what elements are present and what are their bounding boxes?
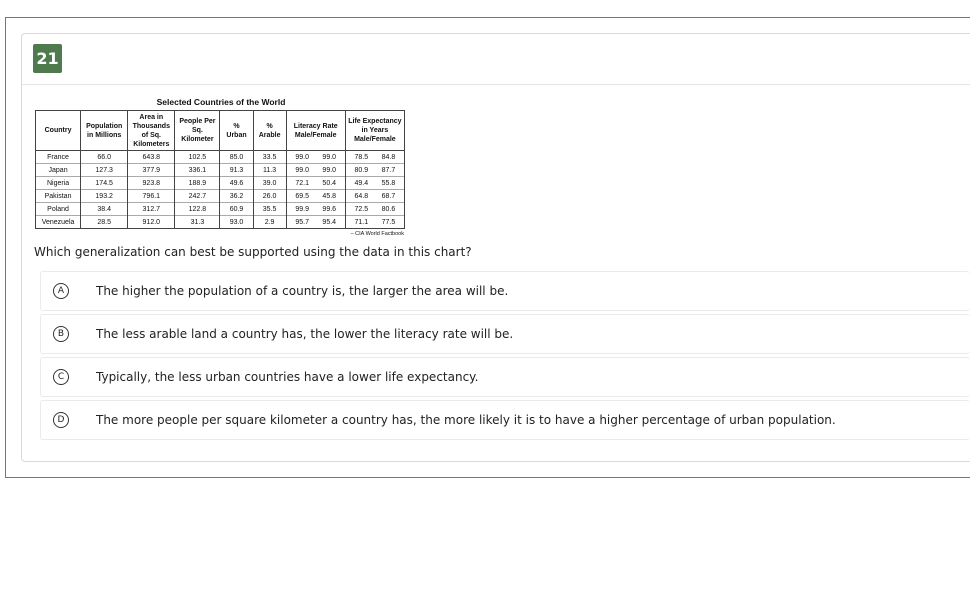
table-cell-country: Poland <box>36 203 81 216</box>
table-cell-density: 242.7 <box>175 190 220 203</box>
column-header: Life Expectancy in Years Male/Female <box>345 111 404 151</box>
table-cell-pair <box>345 216 404 229</box>
table-cell-area: 796.1 <box>128 190 175 203</box>
column-header: % Arable <box>253 111 286 151</box>
column-header: People Per Sq. Kilometer <box>175 111 220 151</box>
column-header: Population in Millions <box>81 111 128 151</box>
answer-choice-d[interactable] <box>40 400 970 440</box>
table-cell-arable: 39.0 <box>253 177 286 190</box>
table-cell-lit_f: 95.4 <box>322 218 337 226</box>
table-cell-lit_f: 45.8 <box>322 192 337 200</box>
question-number-badge: 21 <box>33 44 62 73</box>
answer-choice-a[interactable] <box>40 271 970 311</box>
choice-text-b[interactable]: The less arable land a country has, the lower the literacy rate will be. <box>96 327 514 341</box>
table-cell-country: Venezuela <box>36 216 81 229</box>
table-cell-area: 312.7 <box>128 203 175 216</box>
table-cell-area: 912.0 <box>128 216 175 229</box>
table-cell-life_f: 77.5 <box>381 218 396 226</box>
table-cell-pair <box>345 190 404 203</box>
table-cell-life_m: 64.8 <box>354 192 369 200</box>
table-cell-life_f: 68.7 <box>381 192 396 200</box>
table-cell-density: 102.5 <box>175 151 220 164</box>
question-prompt: Which generalization can best be supported using the data in this chart? <box>34 245 472 259</box>
choice-text-c[interactable]: Typically, the less urban countries have a lower life expectancy. <box>96 370 479 384</box>
choice-letter-c[interactable]: C <box>53 369 69 385</box>
table-cell-country: Nigeria <box>36 177 81 190</box>
table-header-row <box>36 111 405 151</box>
table-cell-arable: 2.9 <box>253 216 286 229</box>
table-cell-life_m: 71.1 <box>354 218 369 226</box>
table-cell-pair <box>286 151 345 164</box>
chart-source: – CIA World Factbook <box>350 231 404 237</box>
question-header <box>22 34 970 85</box>
table-cell-urban: 93.0 <box>220 216 253 229</box>
table-cell-lit_f: 99.0 <box>322 153 337 161</box>
table-cell-area: 643.8 <box>128 151 175 164</box>
table-cell-life_f: 84.8 <box>381 153 396 161</box>
table-cell-life_f: 87.7 <box>381 166 396 174</box>
table-row <box>36 177 405 190</box>
table-cell-pair <box>286 164 345 177</box>
table-cell-lit_f: 99.6 <box>322 205 337 213</box>
table-cell-pair <box>345 164 404 177</box>
table-cell-country: Japan <box>36 164 81 177</box>
table-cell-density: 336.1 <box>175 164 220 177</box>
table-cell-life_m: 72.5 <box>354 205 369 213</box>
table-cell-pair <box>345 177 404 190</box>
table-cell-pair <box>286 216 345 229</box>
table-cell-life_f: 80.6 <box>381 205 396 213</box>
table-cell-population: 28.5 <box>81 216 128 229</box>
table-cell-area: 923.8 <box>128 177 175 190</box>
table-cell-pair <box>286 190 345 203</box>
table-cell-population: 38.4 <box>81 203 128 216</box>
table-cell-pair <box>345 203 404 216</box>
choice-letter-d[interactable]: D <box>53 412 69 428</box>
table-cell-population: 193.2 <box>81 190 128 203</box>
table-cell-life_m: 80.9 <box>354 166 369 174</box>
table-cell-lit_m: 95.7 <box>295 218 309 226</box>
table-cell-lit_m: 72.1 <box>295 179 309 187</box>
answer-choice-c[interactable] <box>40 357 970 397</box>
table-cell-lit_m: 99.0 <box>295 166 309 174</box>
table-cell-urban: 49.6 <box>220 177 253 190</box>
table-cell-pair <box>286 177 345 190</box>
table-cell-lit_m: 99.9 <box>295 205 309 213</box>
table-cell-lit_m: 69.5 <box>295 192 309 200</box>
table-cell-population: 66.0 <box>81 151 128 164</box>
table-cell-lit_f: 50.4 <box>322 179 337 187</box>
table-cell-pair <box>286 203 345 216</box>
table-cell-urban: 85.0 <box>220 151 253 164</box>
table-cell-life_f: 55.8 <box>381 179 396 187</box>
choice-letter-b[interactable]: B <box>53 326 69 342</box>
table-cell-lit_m: 99.0 <box>295 153 309 161</box>
table-row <box>36 164 405 177</box>
choice-text-a[interactable]: The higher the population of a country is, the larger the area will be. <box>96 284 509 298</box>
table-cell-density: 188.9 <box>175 177 220 190</box>
table-cell-population: 127.3 <box>81 164 128 177</box>
table-row <box>36 190 405 203</box>
table-row <box>36 203 405 216</box>
table-cell-arable: 11.3 <box>253 164 286 177</box>
table-cell-pair <box>345 151 404 164</box>
table-cell-life_m: 49.4 <box>354 179 369 187</box>
table-cell-arable: 33.5 <box>253 151 286 164</box>
table-cell-country: Pakistan <box>36 190 81 203</box>
data-table <box>35 110 405 229</box>
table-cell-urban: 60.9 <box>220 203 253 216</box>
choice-text-d[interactable]: The more people per square kilometer a country has, the more likely it is to have a higher percentage of urban population. <box>96 413 836 427</box>
column-header: Area in Thousands of Sq. Kilometers <box>128 111 175 151</box>
chart-title: Selected Countries of the World <box>156 97 286 107</box>
answer-choice-b[interactable] <box>40 314 970 354</box>
table-cell-population: 174.5 <box>81 177 128 190</box>
table-cell-life_m: 78.5 <box>354 153 369 161</box>
table-cell-arable: 26.0 <box>253 190 286 203</box>
column-header: Literacy Rate Male/Female <box>286 111 345 151</box>
table-cell-country: France <box>36 151 81 164</box>
table-cell-urban: 91.3 <box>220 164 253 177</box>
table-cell-density: 31.3 <box>175 216 220 229</box>
table-cell-arable: 35.5 <box>253 203 286 216</box>
data-chart <box>35 96 407 237</box>
table-row <box>36 216 405 229</box>
table-cell-area: 377.9 <box>128 164 175 177</box>
table-cell-lit_f: 99.0 <box>322 166 337 174</box>
table-cell-density: 122.8 <box>175 203 220 216</box>
column-header: % Urban <box>220 111 253 151</box>
table-row <box>36 151 405 164</box>
column-header: Country <box>36 111 81 151</box>
choice-letter-a[interactable]: A <box>53 283 69 299</box>
table-cell-urban: 36.2 <box>220 190 253 203</box>
